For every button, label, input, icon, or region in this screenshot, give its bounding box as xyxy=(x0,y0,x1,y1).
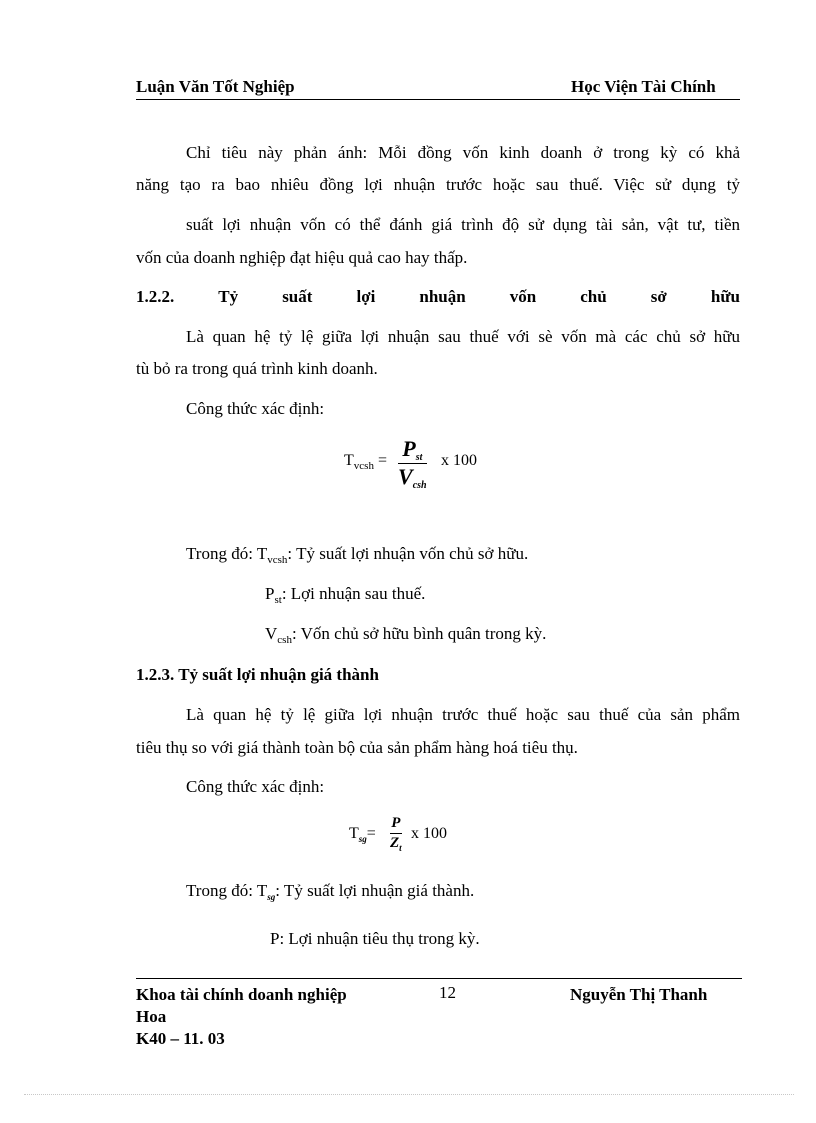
fraction-bar xyxy=(390,833,402,834)
definition-tvcsh: Trong đó: $T_{vcsh}$: Tỷ suất lợi nhuận vốn chủ sở hữu. xyxy=(186,544,529,566)
formula2-fraction xyxy=(390,816,402,851)
heading-1-2-3: 1.2.3. Tỷ suất lợi nhuận giá thành xyxy=(136,665,379,684)
footer-rule xyxy=(136,978,742,979)
heading-word: sở xyxy=(650,287,667,306)
page-boundary-line xyxy=(24,1094,794,1095)
para1-line2: năng tạo ra bao nhiêu đồng lợi nhuận trước hoặc sau thuế. Việc sử dụng tỷ xyxy=(136,175,740,194)
definition-pst: $P_{st}$: Lợi nhuận sau thuế. xyxy=(265,584,426,606)
para1-line1: Chỉ tiêu này phản ánh: Mỗi đồng vốn kinh doanh ở trong kỳ có khả xyxy=(186,143,740,162)
para3-line1: Là quan hệ tỷ lệ giữa lợi nhuận sau thuế với sè vốn mà các chủ sở hữu xyxy=(186,327,740,346)
formula2-numerator: P xyxy=(391,815,401,831)
formula-intro-1: Công thức xác định: xyxy=(186,399,325,418)
footer-left-line3: K40 – 11. 03 xyxy=(136,1029,225,1048)
heading-word: suất xyxy=(282,287,313,306)
para3-line2: tù bỏ ra trong quá trình kinh doanh. xyxy=(136,359,378,378)
header-left: Luận Văn Tốt Nghiệp xyxy=(136,77,295,96)
page-number: 12 xyxy=(439,983,456,1002)
formula2-denominator: $Z_t$ xyxy=(390,835,402,853)
definition-p: P: Lợi nhuận tiêu thụ trong kỳ. xyxy=(270,929,480,948)
formula1-numerator: $P_{st}$ xyxy=(402,436,423,463)
formula1-multiplier: x 100 xyxy=(441,452,477,469)
heading-word: nhuận xyxy=(419,287,466,306)
footer-left-line1: Khoa tài chính doanh nghiệp xyxy=(136,985,347,1004)
header-right: Học Viện Tài Chính xyxy=(571,77,716,96)
footer-right-line1: Nguyễn Thị Thanh xyxy=(570,985,708,1004)
para4-line1: Là quan hệ tỷ lệ giữa lợi nhuận trước thuế hoặc sau thuế của sản phẩm xyxy=(186,705,740,724)
heading-word: Tỷ xyxy=(218,287,239,306)
formula2-multiplier: x 100 xyxy=(411,825,447,842)
header-rule xyxy=(136,99,740,100)
heading-word: vốn xyxy=(509,287,537,306)
definition-vcsh: $V_{csh}$: Vốn chủ sở hữu bình quân trong kỳ. xyxy=(265,624,547,646)
definition-tsg: Trong đó: $T_{sg}$: Tỷ suất lợi nhuận giá thành. xyxy=(186,881,475,902)
formula1-lhs: $T_{vcsh}$ = xyxy=(344,452,387,472)
formula2-lhs: $T_{sg}=$ xyxy=(349,825,376,844)
heading-word: chủ xyxy=(580,287,607,306)
formula1-denominator: $V_{csh}$ xyxy=(398,464,427,491)
heading-word: lợi xyxy=(356,287,376,306)
para2-line2: vốn của doanh nghiệp đạt hiệu quả cao hay thấp. xyxy=(136,248,468,267)
formula1-fraction xyxy=(398,436,427,491)
para4-line2: tiêu thụ so với giá thành toàn bộ của sản phẩm hàng hoá tiêu thụ. xyxy=(136,738,578,757)
heading-word: hữu xyxy=(710,287,740,306)
formula-intro-2: Công thức xác định: xyxy=(186,777,325,796)
heading-1-2-2 xyxy=(136,287,740,307)
para2-line1: suất lợi nhuận vốn có thể đánh giá trình độ sử dụng tài sản, vật tư, tiền xyxy=(186,215,740,234)
heading-word: 1.2.2. xyxy=(136,287,175,306)
footer-left-line2: Hoa xyxy=(136,1007,167,1026)
